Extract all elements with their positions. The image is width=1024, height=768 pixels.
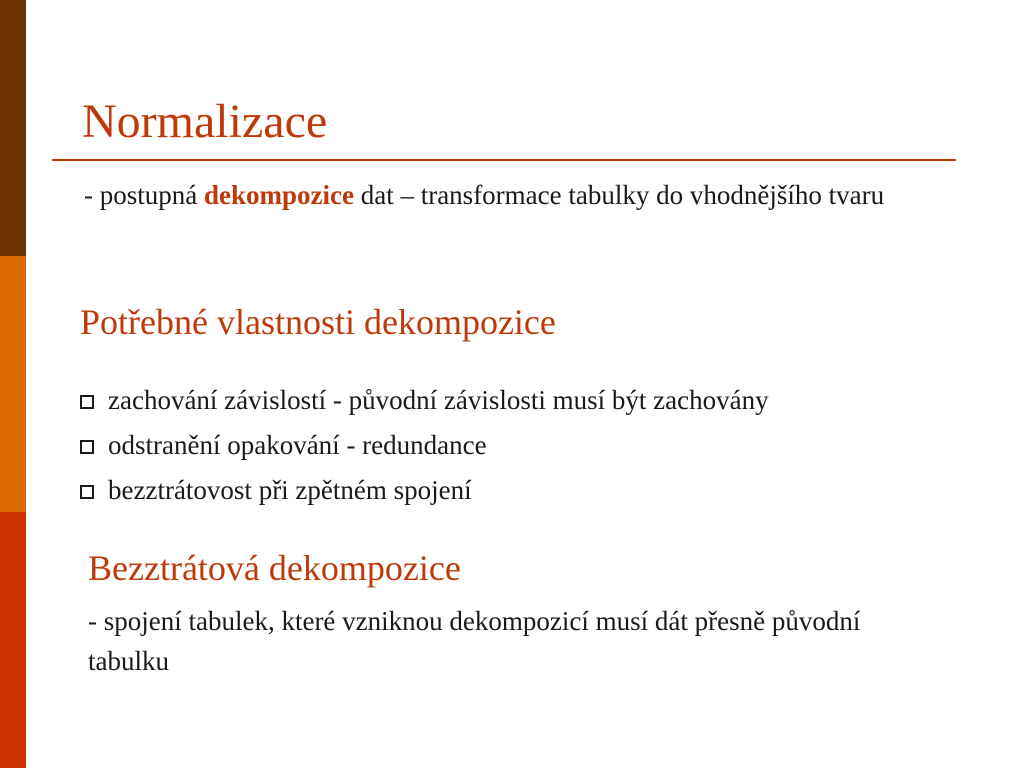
list-item [80,378,769,423]
list-item-text: zachování závislostí - původní závislosti musí být zachovány [108,385,769,415]
lossless-heading: Bezztrátová dekompozice [88,548,461,588]
slide-title: Normalizace [82,95,328,148]
list-item [80,468,769,513]
intro-text [84,177,904,214]
lossless-description: - spojení tabulek, které vzniknou dekompozicí musí dát přesně původní tabulku [88,606,861,676]
intro-suffix: dat – transformace tabulky do vhodnějšího tvaru [353,180,885,210]
properties-heading: Potřebné vlastnosti dekompozice [80,302,556,342]
title-underline [52,159,956,161]
properties-list [80,378,769,513]
side-bar-top [0,0,26,256]
intro-keyword: dekompozice [203,180,354,210]
side-bar-bottom [0,512,26,768]
intro-prefix: - postupná [84,180,204,210]
hollow-square-bullet-icon [80,440,94,454]
list-item [80,423,769,468]
hollow-square-bullet-icon [80,395,94,409]
list-item-text: odstranění opakování - redundance [108,430,487,460]
hollow-square-bullet-icon [80,485,94,499]
side-bar-middle [0,256,26,512]
list-item-text: bezztrátovost při zpětném spojení [108,475,472,505]
